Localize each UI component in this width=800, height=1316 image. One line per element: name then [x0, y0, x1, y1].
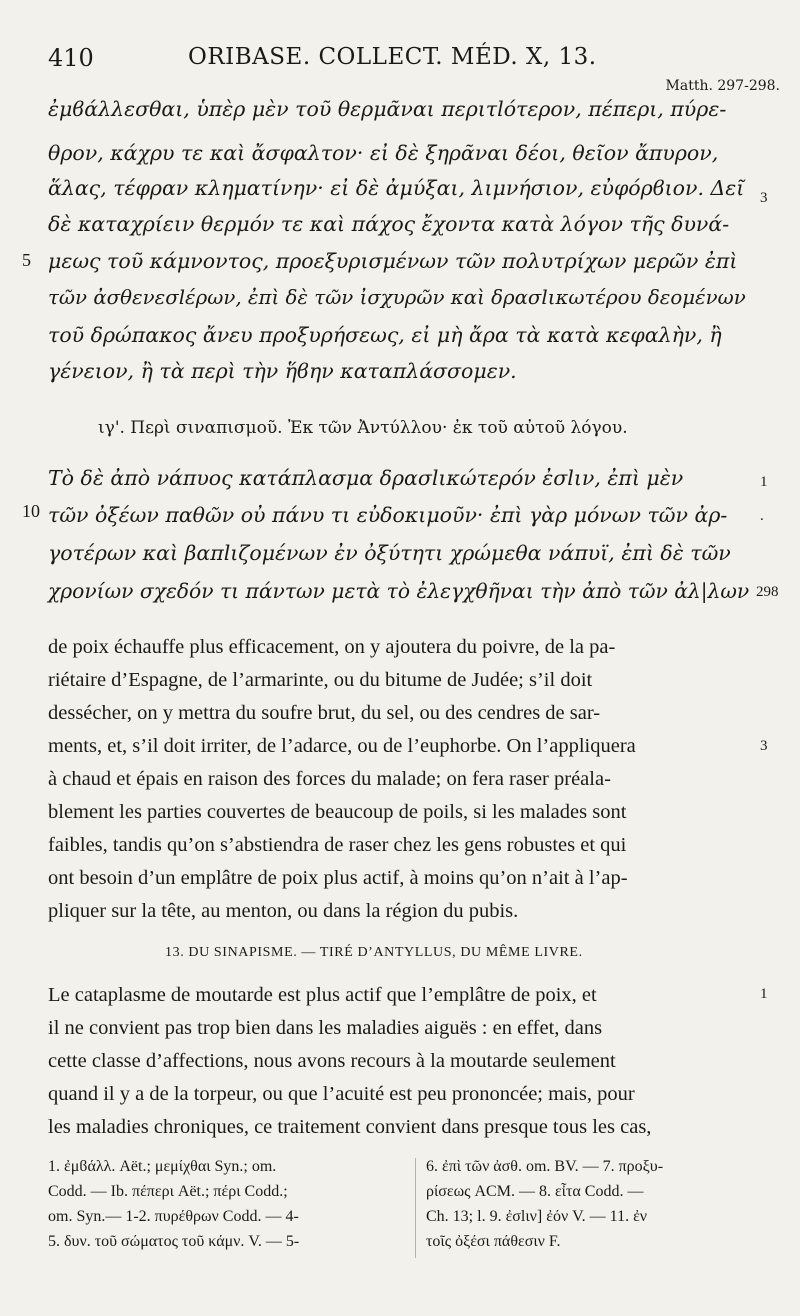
footnote-line: τοῖς ὀξέσι πάθεσιν F. — [426, 1233, 561, 1250]
greek-line: τοῦ δρώπακος ἄνευ προξυρήσεως, εἰ μὴ ἄρα τὰ κατὰ κεφαλὴν, ἢ — [48, 323, 722, 347]
greek-line: ἅλας, τέφραν κληματίνην· εἰ δὲ ἀμύξαι, λιμνήσιον, εὐφόρϐιον. Δεῖ — [48, 176, 745, 200]
greek-line: χρονίων σχεδόν τι πάντων μετὰ τὸ ἐλεγχθῆναι τὴν ἀπὸ τῶν ἀλ|λων — [48, 579, 750, 603]
footnote-line: Ch. 13; l. 9. ἐσlιν] ἐόν V. — 11. ἐν — [426, 1208, 648, 1225]
footnote-line: 5. δυν. τοῦ σώματος τοῦ κάμν. V. — 5- — [48, 1233, 300, 1250]
footnote-line: 1. ἐμϐάλλ. Aët.; μεμίχθαι Syn.; om. — [48, 1158, 277, 1175]
page-header — [48, 44, 780, 94]
french-line: ont besoin d’un emplâtre de poix plus actif, à moins qu’on n’ait à l’ap- — [48, 867, 628, 889]
margin-number: 1 — [760, 474, 768, 490]
greek-chapter-heading: ιγ'. Περὶ σιναπισμοῦ. Ἐκ τῶν Ἀντύλλου· ἐκ τοῦ αὐτοῦ λόγου. — [98, 418, 628, 438]
greek-line: ἐμϐάλλεσθαι, ὑπὲρ μὲν τοῦ θερμᾶναι περιτlότερον, πέπερι, πύρε- — [48, 97, 727, 121]
french-line: ments, et, s’il doit irriter, de l’adarce, ou de l’euphorbe. On l’appliquera — [48, 735, 636, 757]
french-line: faibles, tandis qu’on s’abstiendra de raser chez les gens robustes et qui — [48, 834, 627, 856]
margin-page-ref: 298 — [756, 584, 779, 600]
running-title: ORIBASE. COLLECT. MÉD. X, 13. — [188, 44, 597, 70]
french-line: à chaud et épais en raison des forces du malade; on fera raser préala- — [48, 768, 611, 790]
french-line: de poix échauffe plus efficacement, on y ajoutera du poivre, de la pa- — [48, 636, 616, 658]
french-line: pliquer sur la tête, au menton, ou dans la région du pubis. — [48, 900, 519, 922]
french-line: il ne convient pas trop bien dans les maladies aiguës : en effet, dans — [48, 1017, 603, 1039]
french-line: Le cataplasme de moutarde est plus actif que l’emplâtre de poix, et — [48, 984, 597, 1006]
footnotes-right-column — [415, 1158, 766, 1258]
greek-line: δὲ καταχρίειν θερμόν τε καὶ πάχος ἔχοντα κατὰ λόγον τῆς δυνά- — [48, 212, 730, 236]
french-line: quand il y a de la torpeur, ou que l’acuité est peu prononcée; mais, pour — [48, 1083, 635, 1105]
edition-reference: Matth. 297-298. — [665, 78, 780, 94]
french-line: dessécher, on y mettra du soufre brut, du sel, ou des cendres de sar- — [48, 702, 601, 724]
french-line: les maladies chroniques, ce traitement convient dans presque tous les cas, — [48, 1116, 652, 1138]
line-number: 5 — [22, 250, 31, 270]
french-chapter-heading: 13. DU SINAPISME. — TIRÉ D’ANTYLLUS, DU MÊME LIVRE. — [165, 945, 583, 960]
greek-line: Τὸ δὲ ἀπὸ νάπυος κατάπλασμα δρασlικώτερόν ἐσlιν, ἐπὶ μὲν — [48, 466, 684, 490]
greek-line: μεως τοῦ κάμνοντος, προεξυρισμένων τῶν πολυτρίχων μερῶν ἐπὶ — [48, 249, 738, 273]
margin-number: 3 — [760, 190, 768, 206]
greek-line: θρον, κάχρυ τε καὶ ἄσφαλτον· εἰ δὲ ξηρᾶναι δέοι, θεῖον ἄπυρον, — [48, 141, 719, 165]
greek-line: γένειον, ἢ τὰ περὶ τὴν ἥϐην καταπλάσσομεν. — [48, 359, 517, 383]
french-line: cette classe d’affections, nous avons recours à la moutarde seulement — [48, 1050, 616, 1072]
margin-number: 3 — [760, 738, 768, 754]
margin-number: 1 — [760, 986, 768, 1002]
greek-line: γοτέρων καὶ βαπlιζομένων ἐν ὀξύτητι χρώμεθα νάπυϊ, ἐπὶ δὲ τῶν — [48, 541, 731, 565]
footnote-line: ρίσεως ACM. — 8. εἶτα Codd. — — [426, 1183, 644, 1200]
french-line: riétaire d’Espagne, de l’armarinte, ou du bitume de Judée; s’il doit — [48, 669, 593, 691]
footnote-line: Codd. — Ib. πέπερι Aët.; πέρι Codd.; — [48, 1183, 288, 1200]
margin-mark: . — [760, 508, 764, 524]
greek-line: τῶν ἀσθενεσlέρων, ἐπὶ δὲ τῶν ἰσχυρῶν καὶ δρασlικωτέρου δεομένων — [48, 286, 746, 309]
footnotes-left-column — [48, 1158, 388, 1258]
french-line: blement les parties couvertes de beaucoup de poils, si les malades sont — [48, 801, 627, 823]
line-number: 10 — [22, 501, 40, 521]
greek-line: τῶν ὀξέων παθῶν οὐ πάνυ τι εὐδοκιμοῦν· ἐπὶ γὰρ μόνων τῶν ἀρ- — [48, 503, 728, 527]
page-number: 410 — [48, 44, 94, 72]
footnote-line: 6. ἐπὶ τῶν ἀσθ. om. BV. — 7. προξυ- — [426, 1158, 664, 1175]
footnote-line: om. Syn.— 1-2. πυρέθρων Codd. — 4- — [48, 1208, 299, 1225]
